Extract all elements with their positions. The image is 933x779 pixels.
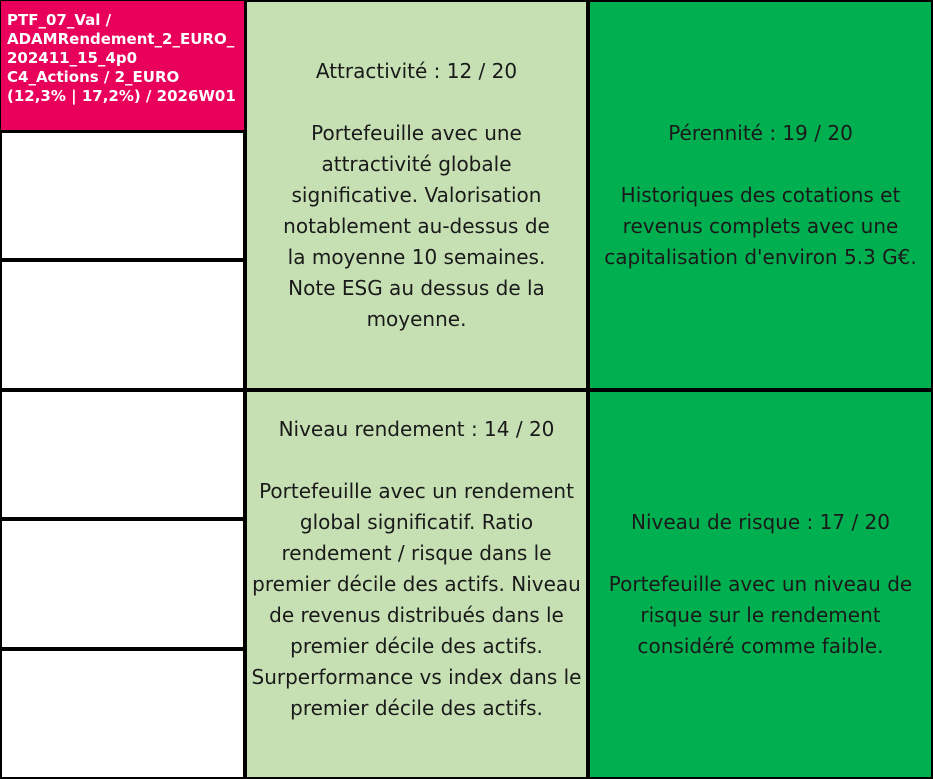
blank-cell-5	[0, 649, 245, 779]
title-line-2: ADAMRendement_2_EURO_	[7, 30, 235, 48]
risque-heading: Niveau de risque : 17 / 20	[631, 510, 890, 534]
perennite-heading: Pérennité : 19 / 20	[668, 120, 853, 145]
perennite-body: Historiques des cotations et revenus complets avec une capitalisation d'environ 5.3 G€.	[604, 182, 917, 269]
attractivite-heading: Attractivité : 12 / 20	[315, 58, 518, 83]
risque-card	[588, 390, 933, 779]
attractivite-body: Portefeuille avec une attractivité globale significative. Valorisation notablement au-dessus de la moyenne 10 semaines. Note ESG au dessus de la moyenne.	[283, 120, 550, 331]
title-line-4: C4_Actions / 2_EURO	[7, 68, 180, 86]
rendement-card	[245, 390, 588, 779]
rendement-heading: Niveau rendement : 14 / 20	[278, 417, 555, 441]
portfolio-title-block	[0, 0, 245, 131]
blank-cell-3	[0, 390, 245, 519]
blank-cell-2	[0, 260, 245, 390]
rendement-body: Portefeuille avec un rendement global significatif. Ratio rendement / risque dans le premier décile des actifs. Niveau de revenus distribués dans le premier décile des actifs. Surperformance vs index dans le premier décile des actifs.	[251, 479, 582, 720]
perennite-card	[588, 0, 933, 390]
risque-body: Portefeuille avec un niveau de risque sur le rendement considéré comme faible.	[608, 572, 913, 658]
blank-cell-4	[0, 519, 245, 649]
title-line-3: 202411_15_4p0	[7, 49, 138, 67]
title-line-1: PTF_07_Val /	[7, 11, 112, 29]
attractivite-card	[245, 0, 588, 390]
title-line-5: (12,3% | 17,2%) / 2026W01	[7, 87, 236, 105]
blank-cell-1	[0, 131, 245, 260]
